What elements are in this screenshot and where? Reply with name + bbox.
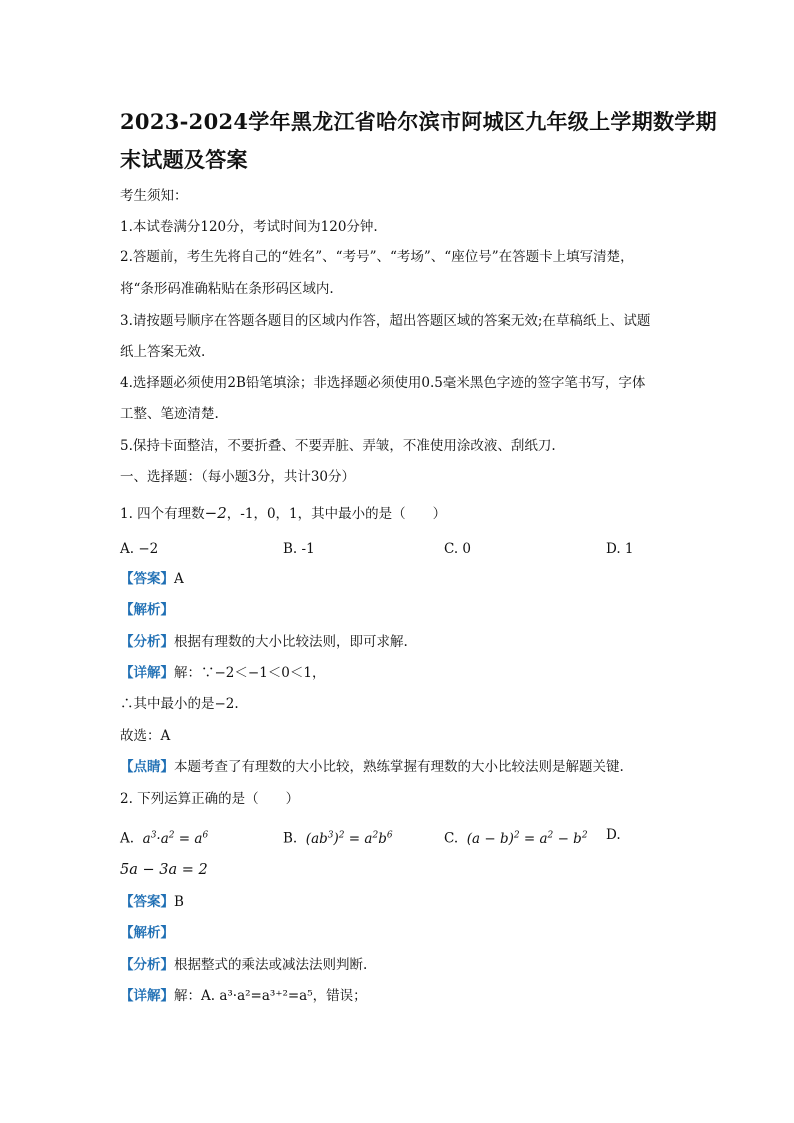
q2-stem: 2. 下列运算正确的是（ ） xyxy=(120,791,300,807)
q1-option-c: C. 0 xyxy=(444,541,472,557)
q2-answer-label: 【答案】 xyxy=(120,894,174,910)
q1-fenxi-text: 根据有理数的大小比较法则，即可求解. xyxy=(174,634,408,650)
notice-item-2-cont: 将“条形码准确粘贴在条形码区域内. xyxy=(120,281,334,297)
q1-analysis-label xyxy=(120,600,174,620)
q1-analysis-label-text: 【解析】 xyxy=(120,602,174,618)
q1-stem-math: −2 xyxy=(204,504,227,522)
q1-stem-prefix: 1. 四个有理数 xyxy=(120,506,205,522)
q2-analysis-label-text: 【解析】 xyxy=(120,925,174,941)
q1-answer xyxy=(120,569,184,589)
q1-comment xyxy=(120,757,624,777)
q1-fenxi xyxy=(120,632,408,652)
q1-answer-label: 【答案】 xyxy=(120,571,174,587)
q2-option-a xyxy=(120,825,208,849)
notice-item-4-cont: 工整、笔迹清楚. xyxy=(120,406,219,422)
q2-option-a-expr: $a^3\cdot a^2 = a^6$ xyxy=(138,830,209,847)
q1-detail xyxy=(120,663,325,683)
q1-stem xyxy=(120,503,446,524)
q2-analysis-label xyxy=(120,923,174,943)
notice-item-1: 1.本试卷满分120分，考试时间为120分钟. xyxy=(120,219,378,235)
q1-option-b: B. -1 xyxy=(283,541,315,557)
q2-option-b-expr: $(ab^3)^2 = a^2b^6$ xyxy=(301,830,393,847)
q2-fenxi-text: 根据整式的乘法或减法法则判断. xyxy=(174,957,368,973)
q1-conclusion: ∴其中最小的是−2. xyxy=(120,696,239,712)
notice-item-2: 2.答题前，考生先将自己的“姓名”、“考号”、“考场”、“座位号”在答题卡上填写清楚， xyxy=(120,249,634,265)
q2-option-d-expr: 5a − 3a = 2 xyxy=(120,862,208,878)
q1-comment-label: 【点睛】 xyxy=(120,759,174,775)
q1-comment-text: 本题考查了有理数的大小比较，熟练掌握有理数的大小比较法则是解题关键. xyxy=(174,759,624,775)
q2-option-d: D. xyxy=(606,827,621,843)
q2-option-c-label: C. xyxy=(444,830,459,847)
q1-fenxi-label: 【分析】 xyxy=(120,634,174,650)
q2-option-c-expr: $(a - b)^2 = a^2 - b^2$ xyxy=(462,830,588,847)
q1-detail-text: 解：∵−2＜−1＜0＜1， xyxy=(174,665,326,681)
q2-option-c xyxy=(444,825,588,849)
notice-heading: 考生须知： xyxy=(120,188,188,204)
q2-detail-text: 解：A. a³·a²=a³⁺²=a⁵，错误； xyxy=(174,988,367,1004)
q1-answer-value: A xyxy=(174,571,184,587)
section-heading: 一、选择题：（每小题3分，共计30分） xyxy=(120,469,356,485)
notice-item-4: 4.选择题必须使用2B铅笔填涂；非选择题必须使用0.5毫米黑色字迹的签字笔书写，字体 xyxy=(120,375,646,391)
q2-option-b-label: B. xyxy=(283,830,298,847)
q2-fenxi xyxy=(120,955,367,975)
q1-option-d: D. 1 xyxy=(606,541,634,557)
q2-answer-value: B xyxy=(174,894,184,910)
notice-item-3-cont: 纸上答案无效. xyxy=(120,344,206,360)
notice-item-3: 3.请按题号顺序在答题各题目的区域内作答，超出答题区域的答案无效;在草稿纸上、试题 xyxy=(120,313,651,329)
q2-option-a-label: A. xyxy=(120,830,135,847)
q2-fenxi-label: 【分析】 xyxy=(120,957,174,973)
q1-detail-label: 【详解】 xyxy=(120,665,174,681)
q1-option-a: A. −2 xyxy=(120,541,159,557)
notice-item-5: 5.保持卡面整洁，不要折叠、不要弄脏、弄皱，不准使用涂改液、刮纸刀. xyxy=(120,438,556,454)
q2-answer xyxy=(120,892,184,912)
q2-detail xyxy=(120,986,367,1006)
document-title: 2023-2024学年黑龙江省哈尔滨市阿城区九年级上学期数学期末试题及答案 xyxy=(120,109,717,172)
q2-detail-label: 【详解】 xyxy=(120,988,174,1004)
q1-stem-suffix: ，-1，0，1，其中最小的是（ ） xyxy=(226,506,447,522)
q2-option-b xyxy=(283,825,393,849)
q1-choose: 故选：A xyxy=(120,728,171,744)
